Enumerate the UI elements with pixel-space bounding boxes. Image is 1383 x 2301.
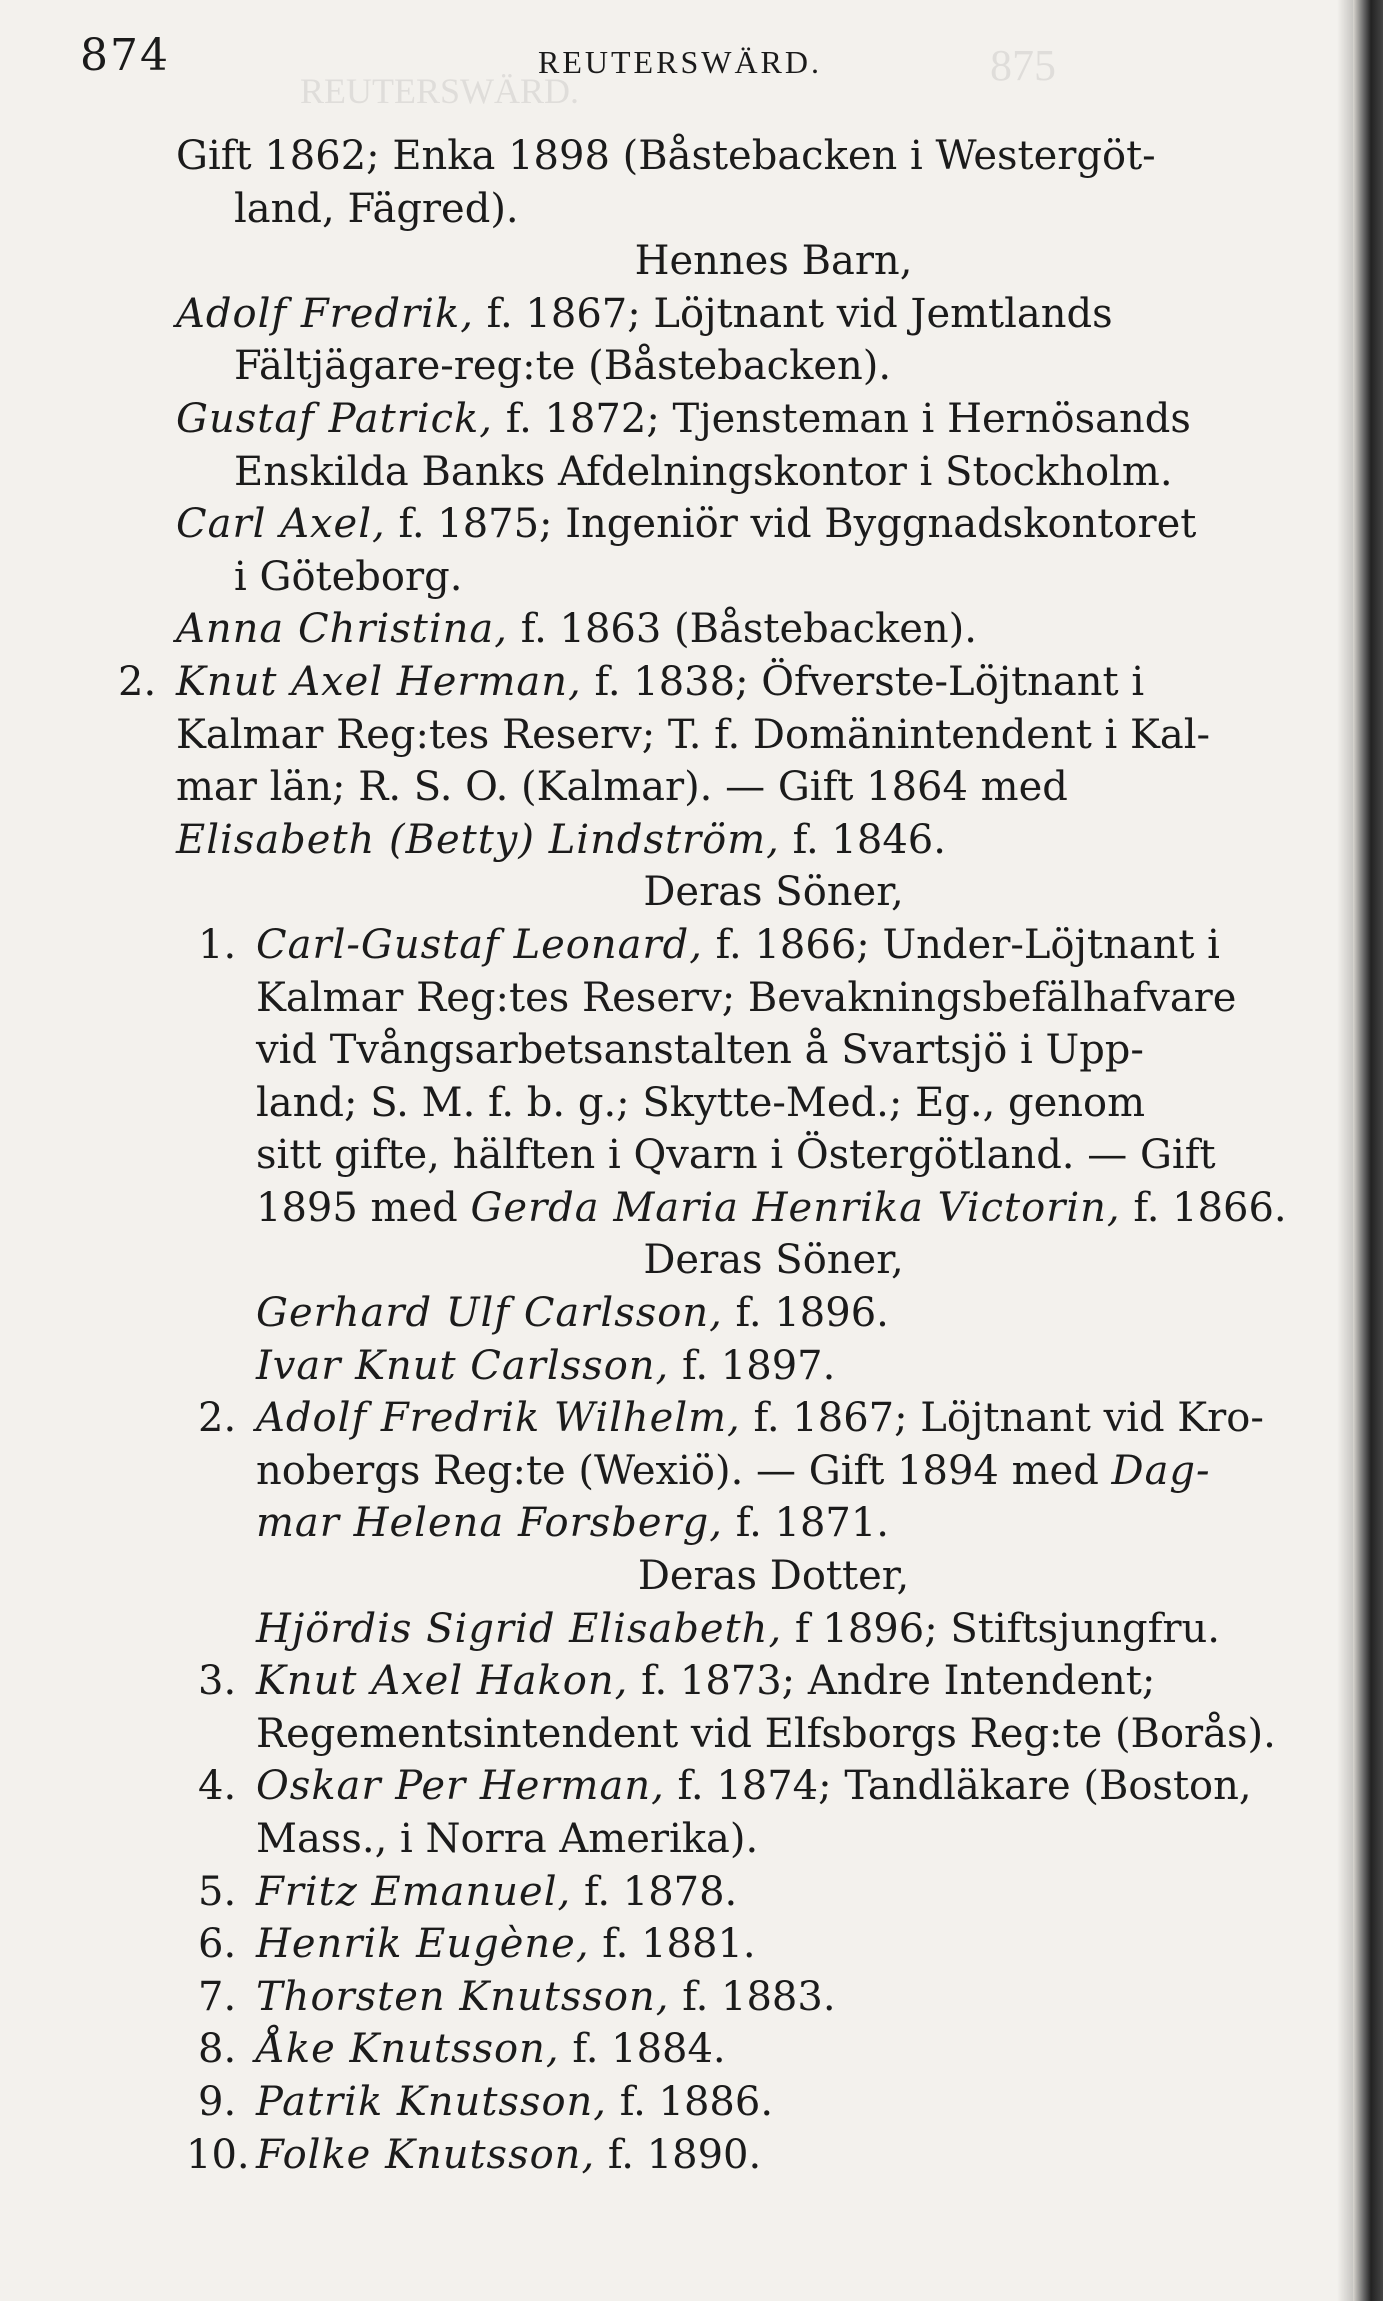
text-line [176, 1182, 1311, 1235]
entry-number: 3. [198, 1658, 237, 1705]
line-text: Enskilda Banks Afdelningskontor i Stockholm. [234, 448, 1173, 495]
text-line [176, 1392, 1311, 1445]
text-line [176, 1971, 1311, 2024]
person-name: Gerhard Ulf Carlsson, [256, 1290, 723, 1337]
line-text: f 1896; Stiftsjungfru. [794, 1605, 1220, 1652]
text-line [176, 1550, 1311, 1603]
text-line [176, 1129, 1311, 1182]
line-text: land, Fägred). [234, 185, 519, 232]
entry-number: 7. [198, 1973, 237, 2020]
text-line [176, 551, 1311, 604]
text-line [176, 866, 1311, 919]
line-text: f. 1883. [682, 1973, 836, 2020]
text-line [176, 235, 1311, 288]
line-text: Regementsintendent vid Elfsborgs Reg:te (Borås). [256, 1710, 1276, 1757]
person-name: mar Helena Forsberg, [256, 1500, 723, 1547]
text-line [176, 761, 1311, 814]
text-line [176, 814, 1311, 867]
person-name: Dag- [1111, 1447, 1211, 1494]
line-text: f. 1838; Öfverste-Löjtnant i [594, 658, 1145, 705]
person-name: Gerda Maria Henrika Victorin, [470, 1184, 1121, 1231]
text-line [176, 288, 1311, 341]
text-line [176, 2076, 1311, 2129]
entry-number: 1. [198, 921, 237, 968]
line-text: Deras Dotter, [637, 1553, 910, 1600]
person-name: Folke Knutsson, [256, 2131, 596, 2178]
line-text: f. 1874; Tandläkare (Boston, [677, 1763, 1252, 1810]
line-text: 1895 med [256, 1184, 458, 1231]
genealogy-text [118, 130, 1311, 2181]
text-line [176, 1445, 1311, 1498]
line-text: Kalmar Reg:tes Reserv; Bevakningsbefälhafvare [256, 974, 1237, 1021]
text-line [176, 709, 1311, 762]
line-text: f. 1863 (Båstebacken). [520, 606, 977, 653]
person-name: Gustaf Patrick, [176, 395, 493, 442]
entry-number: 8. [198, 2026, 237, 2073]
text-line [176, 1655, 1311, 1708]
line-text: f. 1867; Löjtnant vid Jemtlands [486, 290, 1113, 337]
page-number: 874 [80, 30, 170, 81]
person-name: Oskar Per Herman, [256, 1763, 665, 1810]
text-line [176, 1234, 1311, 1287]
line-text: f. 1873; Andre Intendent; [641, 1658, 1156, 1705]
page-header [80, 30, 1300, 90]
text-line [176, 1813, 1311, 1866]
text-line [176, 1077, 1311, 1130]
bleed-through-texture: 875 REUTERSWÄRD. [300, 41, 1056, 111]
text-line [176, 1866, 1311, 1919]
line-text: nobergs Reg:te (Wexiö). — Gift 1894 med [256, 1447, 1099, 1494]
line-text: f. 1872; Tjensteman i Hernösands [505, 395, 1191, 442]
line-text: vid Tvångsarbetsanstalten å Svartsjö i Upp- [256, 1027, 1144, 1074]
text-line [176, 1340, 1311, 1393]
entry-number: 4. [198, 1763, 237, 1810]
entry-number: 10. [186, 2131, 250, 2178]
text-line [176, 1497, 1311, 1550]
line-text: f. 1846. [792, 816, 946, 863]
person-name: Åke Knutsson, [256, 2026, 560, 2073]
person-name: Patrik Knutsson, [256, 2078, 607, 2125]
text-line [176, 446, 1311, 499]
person-name: Adolf Fredrik, [176, 290, 474, 337]
entry-number: 5. [198, 1868, 237, 1915]
line-text: f. 1881. [602, 1921, 756, 1968]
book-binding-edge [1353, 0, 1383, 2301]
line-text: f. 1897. [681, 1342, 836, 1389]
line-text: mar län; R. S. O. (Kalmar). — Gift 1864 med [176, 764, 1068, 811]
person-name: Elisabeth (Betty) Lindström, [176, 816, 780, 863]
line-text: Deras Söner, [643, 869, 904, 916]
entry-number: 2. [198, 1395, 237, 1442]
text-line [176, 1024, 1311, 1077]
text-line [176, 393, 1311, 446]
text-line [176, 2023, 1311, 2076]
entry-number: 2. [118, 658, 157, 705]
line-text: Fältjägare-reg:te (Båstebacken). [234, 343, 892, 390]
line-text: f. 1875; Ingeniör vid Byggnadskontoret [398, 501, 1197, 548]
person-name: Henrik Eugène, [256, 1921, 590, 1968]
line-text: sitt gifte, hälften i Qvarn i Östergötland. — Gift [256, 1132, 1216, 1179]
line-text: f. 1866. [1133, 1184, 1287, 1231]
running-title: REUTERSWÄRD. [538, 44, 822, 80]
line-text: f. 1896. [735, 1290, 889, 1337]
line-text: f. 1878. [583, 1868, 738, 1915]
line-text: Kalmar Reg:tes Reserv; T. f. Domänintendent i Kal- [176, 711, 1211, 758]
text-line [176, 1918, 1311, 1971]
text-line [176, 1708, 1311, 1761]
line-text: f. 1884. [572, 2026, 726, 2073]
line-text: Hennes Barn, [634, 238, 913, 285]
person-name: Adolf Fredrik Wilhelm, [256, 1395, 741, 1442]
line-text: f. 1867; Löjtnant vid Kro- [753, 1395, 1264, 1442]
text-line [176, 1287, 1311, 1340]
line-text: Deras Söner, [643, 1237, 904, 1284]
person-name: Carl-Gustaf Leonard, [256, 921, 703, 968]
text-line [176, 603, 1311, 656]
line-text: Mass., i Norra Amerika). [256, 1816, 759, 1862]
person-name: Ivar Knut Carlsson, [256, 1342, 670, 1389]
text-line [176, 340, 1311, 393]
text-line [176, 972, 1311, 1025]
line-text: i Göteborg. [234, 553, 463, 600]
line-text: f. 1886. [619, 2078, 774, 2125]
line-text: f. 1871. [735, 1500, 890, 1547]
person-name: Knut Axel Hakon, [256, 1658, 629, 1705]
line-text: Gift 1862; Enka 1898 (Båstebacken i Westergöt- [176, 133, 1156, 179]
entry-number: 6. [198, 1921, 237, 1968]
person-name: Anna Christina, [176, 606, 508, 653]
person-name: Knut Axel Herman, [176, 658, 582, 705]
person-name: Fritz Emanuel, [256, 1868, 572, 1915]
text-line [176, 2129, 1311, 2182]
text-line [118, 656, 1311, 709]
line-text: land; S. M. f. b. g.; Skytte-Med.; Eg., genom [256, 1079, 1146, 1126]
line-text: f. 1866; Under-Löjtnant i [715, 921, 1220, 968]
binding-shadow [1337, 0, 1353, 2301]
text-line [176, 130, 1311, 183]
person-name: Thorsten Knutsson, [256, 1973, 670, 2020]
line-text: f. 1890. [607, 2131, 762, 2178]
person-name: Carl Axel, [176, 501, 386, 548]
text-line [176, 183, 1311, 236]
text-line [176, 919, 1311, 972]
text-line [176, 1760, 1311, 1813]
text-line [176, 498, 1311, 551]
text-line [176, 1603, 1311, 1656]
person-name: Hjördis Sigrid Elisabeth, [256, 1605, 783, 1652]
entry-number: 9. [198, 2078, 237, 2125]
